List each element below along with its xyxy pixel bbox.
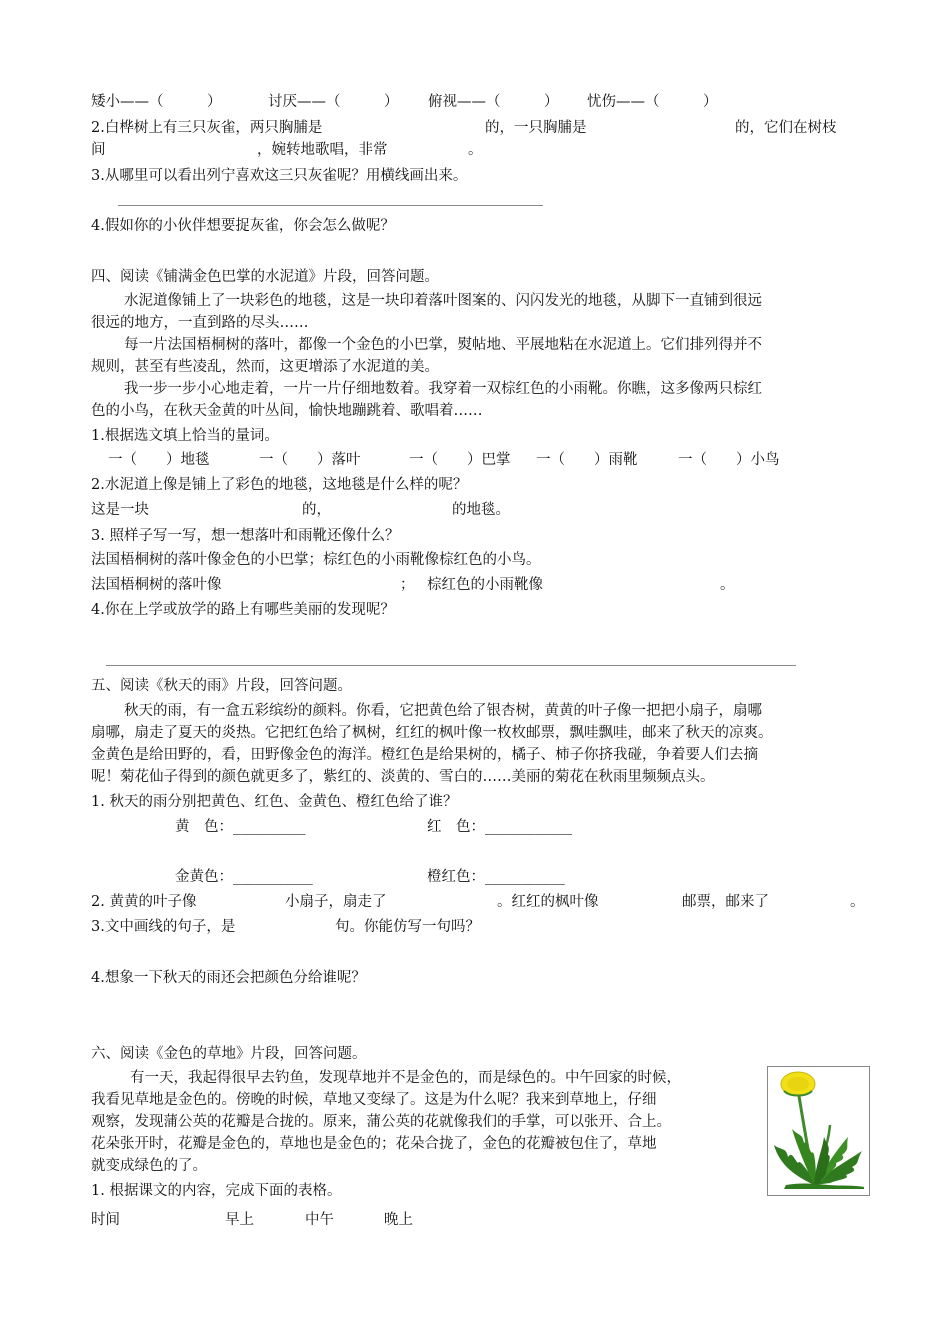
measure-word-3: 一（ ）巴掌 — [409, 452, 511, 468]
answer-line — [118, 205, 543, 206]
section-4-q3-part-b: ； — [400, 577, 415, 593]
section-6-title: 六、阅读《金色的草地》片段，回答问题。 — [91, 1046, 367, 1062]
measure-word-1: 一（ ）地毯 — [108, 452, 210, 468]
question-2-part-a: 2.白桦树上有三只灰雀，两只胸脯是 — [91, 120, 323, 136]
passage-4-line: 每一片法国梧桐树的落叶，都像一个金色的小巴掌，熨帖地、平展地粘在水泥道上。它们排列得并不 — [124, 337, 762, 353]
section-6-question-1: 1. 根据课文的内容，完成下面的表格。 — [91, 1183, 342, 1199]
question-2-part-d: 间 — [91, 142, 106, 158]
answer-line — [106, 665, 796, 666]
table-header-morning: 早上 — [225, 1212, 254, 1228]
measure-word-4: 一（ ）雨靴 — [536, 452, 638, 468]
section-5-title: 五、阅读《秋天的雨》片段，回答问题。 — [91, 678, 352, 694]
section-4-title: 四、阅读《铺满金色巴掌的水泥道》片段，回答问题。 — [91, 269, 439, 285]
passage-4-line: 色的小鸟，在秋天金黄的叶丛间，愉快地蹦跳着、歌唱着…… — [91, 403, 483, 419]
passage-5-line: 扇哪，扇走了夏天的炎热。它把红色给了枫树，红红的枫叶像一枚枚邮票，飘哇飘哇，邮来了秋天的凉爽。 — [91, 725, 773, 741]
section-5-question-1: 1. 秋天的雨分别把黄色、红色、金黄色、橙红色给了谁？ — [91, 794, 458, 810]
passage-4-line: 很远的地方，一直到路的尽头…… — [91, 315, 309, 331]
passage-6-line: 就变成绿色的了。 — [91, 1158, 207, 1174]
section-5-q2-part-b: 小扇子，扇走了 — [285, 894, 387, 910]
antonym-3: 俯视——（ ） — [428, 94, 559, 110]
passage-6-line: 我看见草地是金色的。傍晚的时候，草地又变绿了。这是为什么呢？我来到草地上，仔细 — [91, 1092, 657, 1108]
section-5-q2-part-e: 。 — [850, 894, 865, 910]
passage-6-line: 观察，发现蒲公英的花瓣是合拢的。原来，蒲公英的花就像我们的手掌，可以张开、合上。 — [91, 1114, 671, 1130]
question-3: 3.从哪里可以看出列宁喜欢这三只灰雀呢？用横线画出来。 — [91, 168, 468, 184]
section-4-q2-part-b: 的， — [302, 502, 331, 518]
question-2-part-c: 的，它们在树枝 — [735, 120, 837, 136]
passage-5-line: 呢！菊花仙子得到的颜色就更多了，紫红的、淡黄的、雪白的……美丽的菊花在秋雨里频频点头。 — [91, 769, 715, 785]
table-header-noon: 中午 — [305, 1212, 334, 1228]
section-5-q2-part-c: 。红红的枫叶像 — [497, 894, 599, 910]
color-red-answer: 红 色：____________ — [427, 819, 572, 835]
passage-4-line: 规则，甚至有些凌乱，然而，这更增添了水泥道的美。 — [91, 359, 439, 375]
section-4-q2-part-a: 这是一块 — [91, 502, 149, 518]
question-2-part-f: 。 — [468, 142, 483, 158]
section-5-question-4: 4.想象一下秋天的雨还会把颜色分给谁呢？ — [91, 970, 366, 986]
section-5-q3-part-a: 3.文中画线的句子，是 — [91, 919, 236, 935]
measure-word-2: 一（ ）落叶 — [259, 452, 361, 468]
antonym-1: 矮小——（ ） — [91, 94, 222, 110]
table-header-time: 时间 — [91, 1212, 120, 1228]
table-header-evening: 晚上 — [384, 1212, 413, 1228]
section-4-question-1: 1.根据选文填上恰当的量词。 — [91, 428, 279, 444]
passage-6-line: 有一天，我起得很早去钓鱼，发现草地并不是金色的，而是绿色的。中午回家的时候， — [130, 1070, 681, 1086]
dandelion-illustration — [767, 1066, 870, 1196]
section-4-question-4: 4.你在上学或放学的路上有哪些美丽的发现呢？ — [91, 602, 395, 618]
color-gold-answer: 金黄色：___________ — [175, 869, 313, 885]
question-4: 4.假如你的小伙伴想要捉灰雀，你会怎么做呢？ — [91, 218, 395, 234]
section-4-q3-example: 法国梧桐树的落叶像金色的小巴掌；棕红色的小雨靴像棕红色的小鸟。 — [91, 552, 541, 568]
antonym-4: 忧伤——（ ） — [587, 94, 718, 110]
question-2-part-e: ，婉转地歌唱，非常 — [257, 142, 388, 158]
section-5-q2-part-a: 2. 黄黄的叶子像 — [91, 894, 197, 910]
passage-5-line: 金黄色是给田野的，看，田野像金色的海洋。橙红色是给果树的，橘子、柿子你挤我碰，争着要人们去摘 — [91, 747, 758, 763]
passage-5-line: 秋天的雨，有一盒五彩缤纷的颜料。你看，它把黄色给了银杏树，黄黄的叶子像一把把小扇子，扇哪 — [124, 703, 762, 719]
antonym-2: 讨厌——（ ） — [268, 94, 399, 110]
dandelion-icon — [768, 1067, 869, 1195]
section-4-q3-part-a: 法国梧桐树的落叶像 — [91, 577, 222, 593]
section-4-q3-part-d: 。 — [720, 577, 735, 593]
passage-6-line: 花朵张开时，花瓣是金色的，草地也是金色的；花朵合拢了，金色的花瓣被包住了，草地 — [91, 1136, 657, 1152]
section-4-q2-part-c: 的地毯。 — [452, 502, 510, 518]
section-5-q3-part-b: 句。你能仿写一句吗？ — [335, 919, 480, 935]
passage-4-line: 水泥道像铺上了一块彩色的地毯，这是一块印着落叶图案的、闪闪发光的地毯，从脚下一直铺到很远 — [124, 293, 762, 309]
section-4-question-2: 2.水泥道上像是铺上了彩色的地毯，这地毯是什么样的呢？ — [91, 477, 468, 493]
section-4-question-3: 3. 照样子写一写，想一想落叶和雨靴还像什么？ — [91, 528, 400, 544]
measure-word-5: 一（ ）小鸟 — [678, 452, 780, 468]
passage-4-line: 我一步一步小心地走着，一片一片仔细地数着。我穿着一双棕红色的小雨靴。你瞧，这多像两只棕红 — [124, 381, 762, 397]
color-orange-answer: 橙红色：___________ — [427, 869, 565, 885]
section-4-q3-part-c: 棕红色的小雨靴像 — [427, 577, 543, 593]
question-2-part-b: 的，一只胸脯是 — [485, 120, 587, 136]
color-yellow-answer: 黄 色：__________ — [175, 819, 306, 835]
section-5-q2-part-d: 邮票，邮来了 — [682, 894, 769, 910]
